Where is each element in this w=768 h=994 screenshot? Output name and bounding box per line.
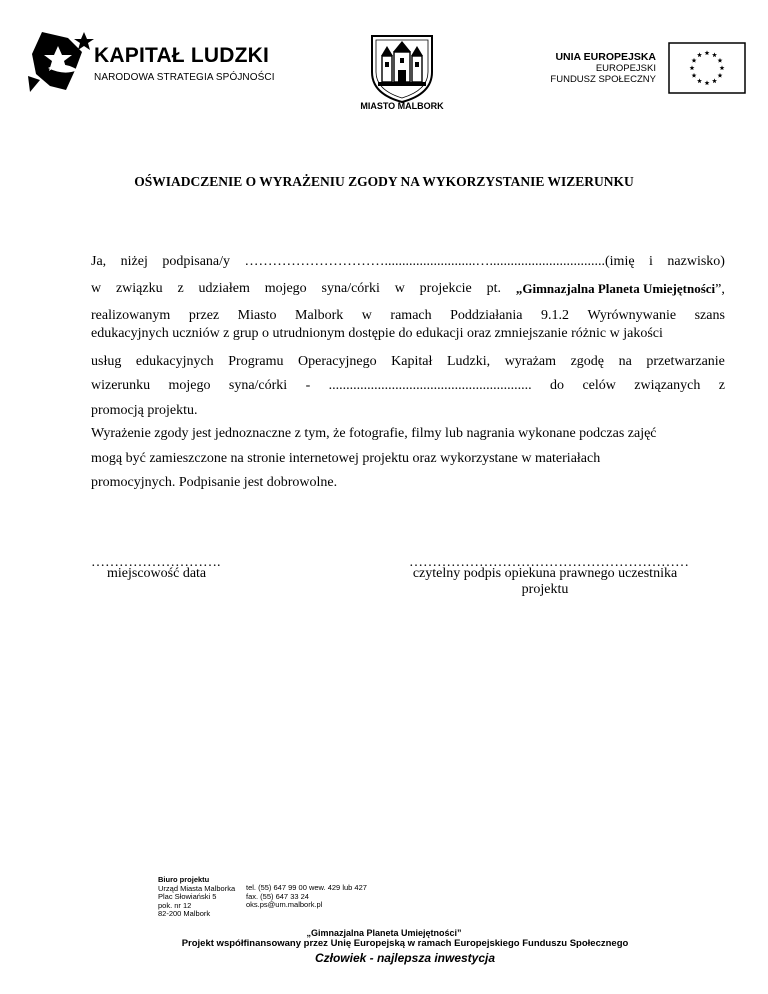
city-name: MIASTO MALBORK	[360, 101, 444, 111]
kapital-ludzki-subtitle: NARODOWA STRATEGIA SPÓJNOŚCI	[94, 72, 275, 83]
body-line-8: Wyrażenie zgody jest jednoznaczne z tym, że fotografie, filmy lub nagrania wykonane podczas zajęć	[91, 426, 657, 441]
place-date-label: miejscowość data	[107, 566, 207, 581]
body-line-9: mogą być zamieszczone na stronie internetowej projektu oraz wykorzystane w materiałach	[91, 451, 601, 466]
eu-line-1: UNIA EUROPEJSKA	[555, 51, 656, 63]
office-tel: tel. (55) 647 99 00 wew. 429 lub 427	[246, 883, 367, 892]
office-email: oks.ps@um.malbork.pl	[246, 900, 323, 910]
body-line-3: realizowanym przez Miasto Malbork w ramach Poddziałania 9.1.2 Wyrównywanie szans	[91, 308, 725, 323]
office-line-2: Plac Słowiański 5	[158, 892, 217, 902]
project-office-contact	[246, 884, 367, 910]
eu-flag-icon	[668, 42, 746, 94]
body-line-10: promocyjnych. Podpisanie jest dobrowolne.	[91, 475, 338, 490]
footer-project-name: „Gimnazjalna Planeta Umiejętności”	[306, 928, 462, 938]
project-office-address	[158, 876, 235, 919]
project-name: „Gimnazjalna Planeta Umiejętności	[515, 281, 716, 296]
eu-line-3: FUNDUSZ SPOŁECZNY	[550, 74, 656, 85]
kapital-ludzki-mark-icon	[28, 30, 96, 94]
body-line-6: wizerunku mojego syna/córki - .......................................................... do celów związanych z	[91, 378, 725, 393]
name-fill-field: …………………………..........................….................................(imię	[244, 254, 635, 269]
signature-field: ……………………………………………………	[409, 555, 689, 570]
office-line-1: Urząd Miasta Malborka	[158, 883, 236, 893]
body-line-1: Ja, niżej podpisana/y …………………………..........................….................................(imię i nazwisko)	[91, 254, 725, 269]
signature-label: czytelny podpis opiekuna prawnego uczestnika projektu	[412, 566, 678, 597]
office-fax: fax. (55) 647 33 24	[246, 891, 309, 901]
office-line-3: pok. nr 12	[158, 900, 192, 910]
body-line-2: w związku z udziałem mojego syna/córki w projekcie pt. „Gimnazjalna Planeta Umiejętności”,	[91, 281, 725, 297]
eu-logo-text	[530, 52, 656, 85]
kapital-ludzki-title: KAPITAŁ LUDZKI	[94, 44, 270, 67]
footer-slogan: Człowiek - najlepsza inwestycja	[314, 951, 496, 965]
malbork-crest-icon	[368, 32, 436, 104]
office-title: Biuro projektu	[158, 875, 210, 884]
child-name-fill-field: ..........................................................	[328, 378, 532, 393]
office-line-4: 82-200 Malbork	[158, 909, 211, 919]
footer-cofinancing: Projekt współfinansowany przez Unię Europejską w ramach Europejskiego Funduszu Społecznego	[181, 938, 629, 949]
place-date-field: ……………………….	[91, 555, 221, 570]
kapital-ludzki-logo	[28, 30, 278, 94]
body-line-5: usług edukacyjnych Programu Operacyjnego Kapitał Ludzki, wyrażam zgodę na przetwarzanie	[91, 354, 725, 369]
body-line-4: edukacyjnych uczniów z grup o utrudnionym dostępie do edukacji oraz zmniejszanie różnic w jakości	[91, 326, 663, 341]
document-title: OŚWIADCZENIE O WYRAŻENIU ZGODY NA WYKORZYSTANIE WIZERUNKU	[134, 174, 634, 189]
body-line-7: promocją projektu.	[91, 403, 198, 418]
eu-line-2: EUROPEJSKI	[595, 63, 656, 74]
